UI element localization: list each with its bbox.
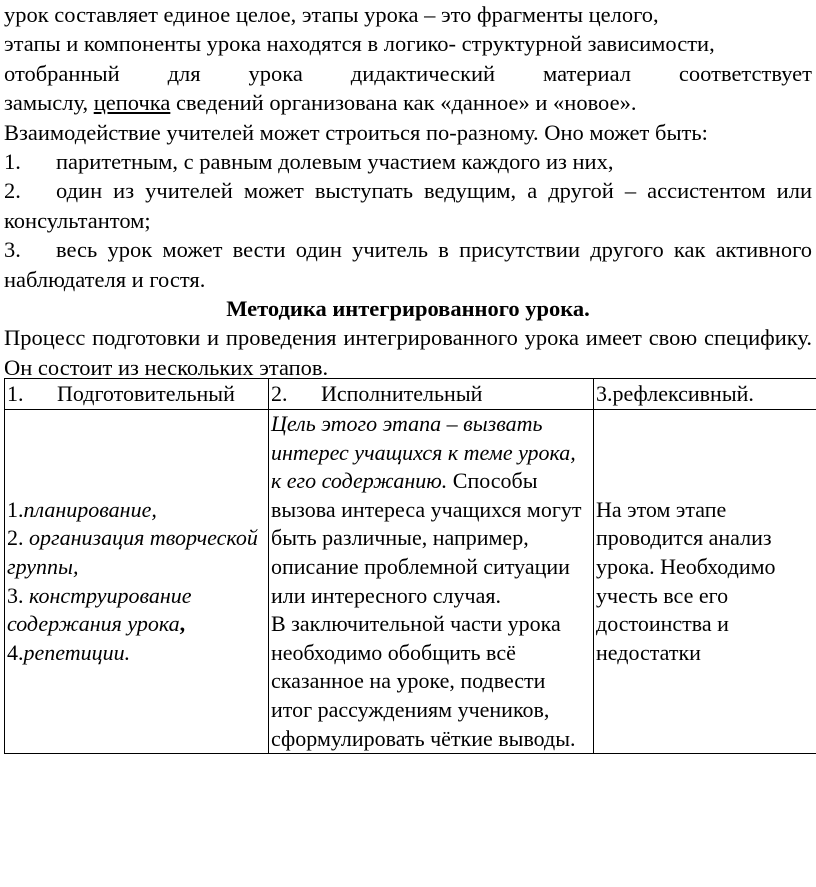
prep-step-1: 1.планирование, bbox=[7, 496, 157, 522]
list-item-1: 1. паритетным, с равным долевым участием каждого из них, bbox=[4, 149, 614, 175]
header-cell-preparatory: 1. Подготовительный bbox=[5, 379, 269, 410]
header-cell-reflexive: 3.рефлексивный. bbox=[594, 379, 816, 410]
section-heading: Методика интегрированного урока. bbox=[226, 296, 590, 322]
list-item-2: 2. один из учителей может выступать ведущим, а другой – ассистентом или консультантом; bbox=[4, 178, 812, 233]
reflexive-stage-cell: На этом этапе проводится анализ урока. Необходимо учесть все его достоинства и недостатки bbox=[594, 410, 816, 754]
intro-line-3: отобранный для урока дидактический материал соответствует bbox=[4, 60, 812, 86]
intro-line-2: этапы и компоненты урока находятся в логико- структурной зависимости, bbox=[4, 31, 715, 57]
list-item-3: 3. весь урок может вести один учитель в присутствии другого как активного наблюдателя и гостя. bbox=[4, 237, 812, 292]
prep-step-4: 4.репетиции. bbox=[7, 639, 131, 665]
prep-step-2: 2. организация творческой группы, bbox=[7, 525, 258, 579]
table-body-row bbox=[5, 410, 816, 754]
chain-underlined-word: цепочка bbox=[93, 90, 171, 116]
executive-stage-cell bbox=[269, 410, 594, 754]
intro-line-4: замыслу, цепочка сведений организована как «данное» и «новое». bbox=[4, 90, 637, 116]
process-paragraph: Процесс подготовки и проведения интегрированного урока имеет свою специфику. Он состоит из нескольких этапов. bbox=[4, 325, 812, 380]
header-cell-executive: 2. Исполнительный bbox=[269, 379, 594, 410]
executive-conclusion: В заключительной части урока необходимо обобщить всё сказанное на уроке, подвести итог рассуждениям учеников, сформулировать чёткие выводы. bbox=[271, 611, 576, 751]
document-page bbox=[4, 0, 812, 382]
interaction-sentence: Взаимодействие учителей может строиться по-разному. Оно может быть: bbox=[4, 119, 708, 145]
prep-step-3: 3. конструирование содержания урока, bbox=[7, 582, 192, 637]
table-header-row bbox=[5, 379, 816, 410]
executive-purpose: Цель этого этапа – вызвать интерес учащихся к теме урока, к его содержанию. Способы вызова интереса учащихся могут быть различные, например, описание проблемной ситуации или интересного случая. bbox=[271, 411, 582, 608]
stages-table bbox=[4, 378, 816, 754]
preparatory-stage-cell bbox=[5, 410, 269, 754]
intro-line-1: урок составляет единое целое, этапы урока – это фрагменты целого, bbox=[4, 2, 659, 27]
